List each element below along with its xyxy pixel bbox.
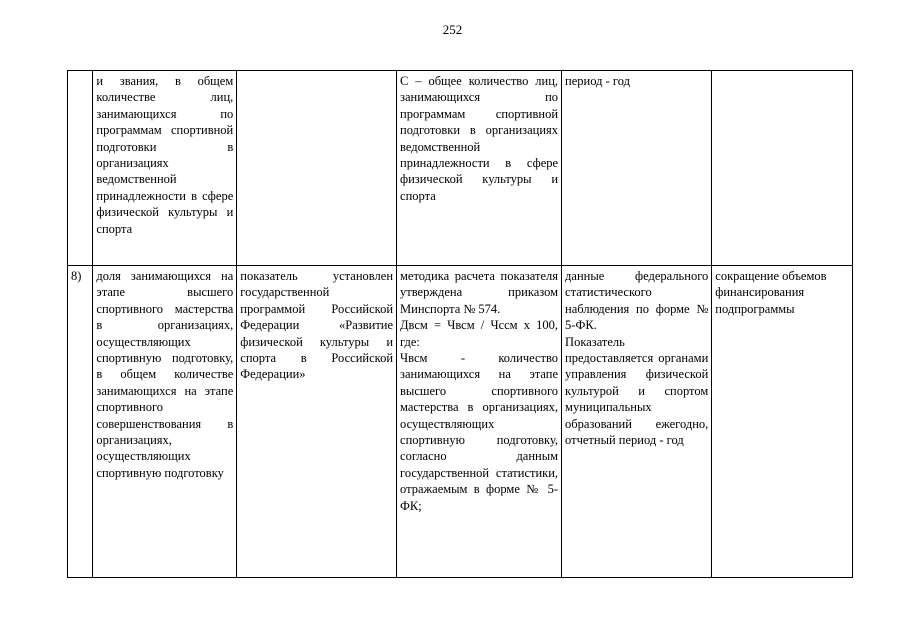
method-formula: Двсм = Чвсм / Чссм х 100, где:: [400, 318, 559, 349]
page-number: 252: [442, 22, 463, 37]
table-row-8: [68, 266, 853, 578]
cell-source: период - год: [562, 71, 712, 266]
table-row-continuation: [68, 71, 853, 266]
cell-measures: [712, 71, 853, 266]
cell-method: С – общее количество лиц, занимающихся по программам спортивной подготовки в организациях ведомственной принадлежности в сфере физической культуры и спорта: [397, 71, 562, 266]
cell-indicator: доля занимающихся на этапе высшего спортивного мастерства в организациях, осуществляющих спортивную подготовку, в общем количестве занимающихся на этапе спортивного совершенствования в организациях, осуществляющих спортивную подготовку: [93, 266, 237, 578]
source-line: данные федерального статистического наблюдения по форме № 5-ФК.: [565, 269, 709, 333]
method-line: методика расчета показателя утверждена приказом Минспорта № 574.: [400, 269, 559, 316]
cell-source: [562, 266, 712, 578]
cell-indicator: и звания, в общем количестве лиц, занимающихся по программам спортивной подготовки в организациях ведомственной принадлежности в сфере физической культуры и спорта: [93, 71, 237, 266]
indicators-table: [67, 70, 853, 578]
cell-basis: [237, 71, 397, 266]
cell-basis: показатель установлен государственной программой Российской Федерации «Развитие физической культуры и спорта в Российской Федерации»: [237, 266, 397, 578]
method-definition: Чвсм - количество занимающихся на этапе высшего спортивного мастерства в организациях, осуществляющих спортивную подготовку, согласно данным государственной статистики, отражаемым в форме № 5-ФК;: [400, 351, 559, 513]
cell-number: 8): [68, 266, 93, 578]
cell-measures: сокращение объемов финансирования подпрограммы: [712, 266, 853, 578]
cell-number: [68, 71, 93, 266]
source-line: Показатель предоставляется органами управления физической культурой и спортом муниципальных образований ежегодно, отчетный период - год: [565, 334, 709, 448]
cell-method: [397, 266, 562, 578]
